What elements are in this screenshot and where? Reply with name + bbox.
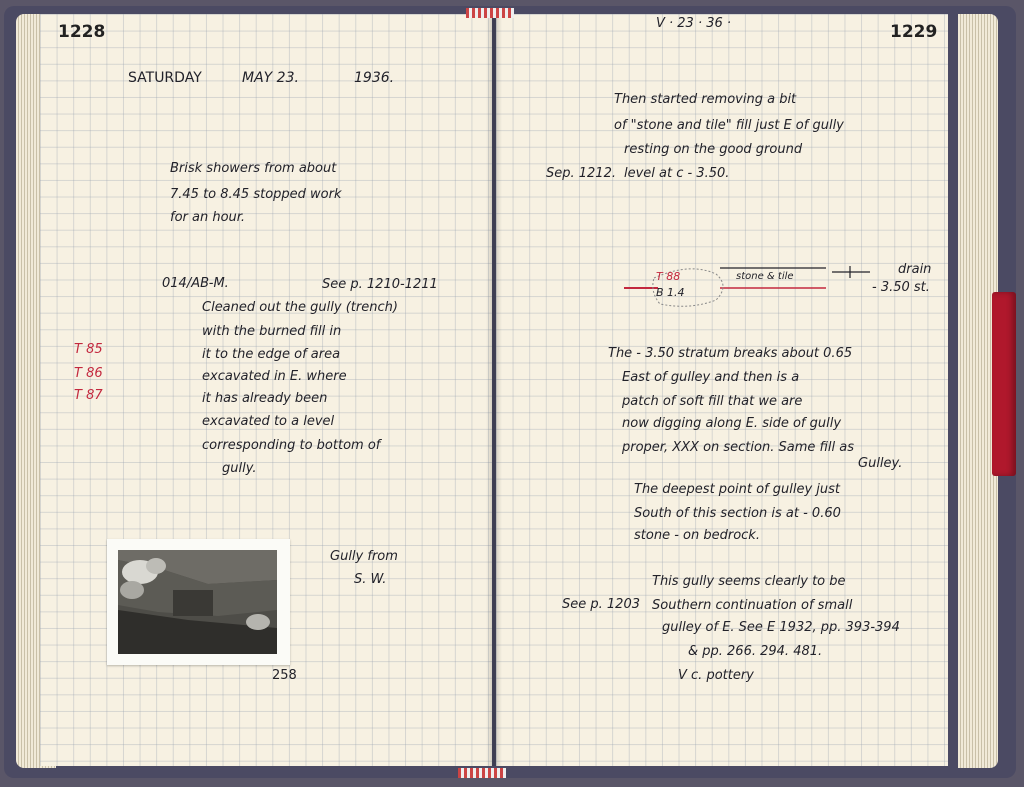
sketch-drain-label: drain [898, 262, 932, 277]
para2-line: now digging along E. side of gully [622, 416, 842, 431]
para1-line: level at c - 3.50. [624, 166, 730, 181]
right-page-number: 1229 [890, 22, 938, 42]
date-year: 1936. [354, 70, 395, 86]
para4-line: Southern continuation of small [652, 598, 853, 613]
margin-tag-red: T 85 [74, 342, 103, 357]
entry-line: excavated to a level [202, 414, 335, 429]
weather-line: for an hour. [170, 210, 246, 225]
entry-line: Cleaned out the gully (trench) [202, 300, 398, 315]
entry-line: corresponding to bottom of [202, 438, 381, 453]
para2-line: proper, XXX on section. Same fill as [622, 440, 854, 455]
entry-line: with the burned fill in [202, 324, 342, 339]
entry-line: it has already been [202, 391, 328, 406]
photo-number: 258 [272, 668, 297, 683]
margin-tag-red: T 86 [74, 366, 103, 381]
date-day: SATURDAY [128, 70, 202, 86]
excavation-photo-image [118, 550, 277, 654]
entry-code: 014/AB-M. [162, 276, 229, 291]
sketch-code: T 88 [656, 270, 681, 283]
para2-line: The - 3.50 stratum breaks about 0.65 [608, 346, 853, 361]
margin-tag-red: T 87 [74, 388, 103, 403]
para1-line: Then started removing a bit [614, 92, 797, 107]
sketch-code: B 1.4 [656, 286, 685, 299]
right-header-date: V · 23 · 36 · [656, 16, 732, 31]
photo-caption: S. W. [354, 572, 387, 587]
spine-band-top [466, 8, 514, 18]
entry-line: excavated in E. where [202, 369, 347, 384]
para4-line: This gully seems clearly to be [652, 574, 846, 589]
spine-band-bottom [458, 768, 506, 778]
para2-line: East of gulley and then is a [622, 370, 800, 385]
photo-caption: Gully from [330, 549, 398, 564]
entry-line: gully. [222, 461, 257, 476]
weather-line: 7.45 to 8.45 stopped work [170, 187, 342, 202]
bookmark-ribbon[interactable] [992, 292, 1016, 476]
para4-line: gulley of E. See E 1932, pp. 393-394 [662, 620, 900, 635]
date-month-day: MAY 23. [242, 70, 299, 86]
entry-see-ref: See p. 1210-1211 [322, 277, 438, 292]
para4-line: V c. pottery [678, 668, 754, 683]
para1-margin-ref: Sep. 1212. [546, 166, 616, 181]
para4-margin-ref: See p. 1203 [562, 597, 640, 612]
para1-line: resting on the good ground [624, 142, 803, 157]
para3-line: stone - on bedrock. [634, 528, 760, 543]
sketch-level-label: - 3.50 st. [872, 280, 930, 295]
weather-line: Brisk showers from about [170, 161, 337, 176]
para2-line: Gulley. [858, 456, 903, 471]
mounted-photo [107, 539, 290, 665]
para1-line: of "stone and tile" fill just E of gully [614, 118, 844, 133]
para4-line: & pp. 266. 294. 481. [688, 644, 823, 659]
left-page-number: 1228 [58, 22, 106, 42]
para3-line: The deepest point of gulley just [634, 482, 841, 497]
para2-line: patch of soft fill that we are [622, 394, 803, 409]
page-gutter [486, 14, 502, 766]
sketch-fill-label: stone & tile [736, 271, 794, 282]
para3-line: South of this section is at - 0.60 [634, 506, 841, 521]
entry-line: it to the edge of area [202, 347, 341, 362]
